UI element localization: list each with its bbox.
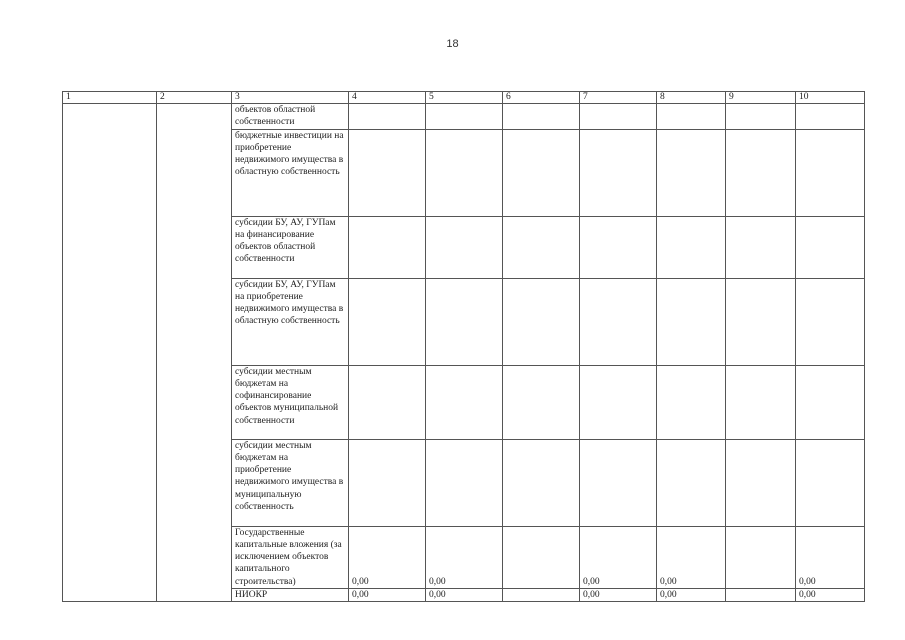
- value-cell: 0,00: [657, 526, 726, 588]
- value-cell: 0,00: [349, 589, 426, 602]
- value-cell: [657, 365, 726, 439]
- value-cell: [796, 104, 865, 130]
- value-cell: [349, 439, 426, 526]
- value-cell: [349, 365, 426, 439]
- value-cell: [426, 278, 503, 365]
- row-label-text: субсидии местным бюджетам на софинансирование объектов муниципальной собственности: [235, 366, 339, 426]
- value-cell: [426, 439, 503, 526]
- value-cell: [657, 278, 726, 365]
- value-cell: [657, 216, 726, 278]
- value-cell: [349, 104, 426, 130]
- value-cell: [726, 278, 796, 365]
- value-cell: [796, 365, 865, 439]
- value-cell: [726, 129, 796, 216]
- column-number: 3: [232, 92, 349, 104]
- value-cell: [726, 526, 796, 588]
- value-cell: [580, 216, 657, 278]
- column-number: 2: [157, 92, 232, 104]
- row-label: [232, 439, 349, 526]
- value-cell: [580, 104, 657, 130]
- table-header-row: [63, 92, 865, 104]
- row-label-text: Государственные капитальные вложения (за исключением объектов капитального строительства): [235, 527, 342, 587]
- value-cell: 0,00: [580, 526, 657, 588]
- value-cell: 0,00: [796, 526, 865, 588]
- row-label: [232, 216, 349, 278]
- value-cell: [726, 216, 796, 278]
- value-cell: [503, 104, 580, 130]
- value-cell: [657, 439, 726, 526]
- merged-cell-col2: [157, 104, 232, 602]
- row-label-text: субсидии местным бюджетам на приобретение недвижимого имущества в муниципальную собственность: [235, 440, 344, 513]
- value-cell: [503, 129, 580, 216]
- row-label: [232, 278, 349, 365]
- value-cell: 0,00: [796, 589, 865, 602]
- merged-cell-col1: [63, 104, 157, 602]
- value-cell: [349, 129, 426, 216]
- value-cell: [726, 589, 796, 602]
- value-cell: [426, 216, 503, 278]
- value-cell: [796, 439, 865, 526]
- value-cell: [503, 439, 580, 526]
- value-cell: [580, 129, 657, 216]
- row-label-text: объектов областной собственности: [235, 105, 316, 128]
- value-cell: [503, 526, 580, 588]
- value-cell: [796, 129, 865, 216]
- column-number: 10: [796, 92, 865, 104]
- row-label-text: НИОКР: [235, 590, 268, 601]
- column-number: 5: [426, 92, 503, 104]
- value-cell: [657, 129, 726, 216]
- value-cell: 0,00: [426, 589, 503, 602]
- value-cell: [426, 365, 503, 439]
- column-number: 7: [580, 92, 657, 104]
- value-cell: 0,00: [426, 526, 503, 588]
- row-label: [232, 526, 349, 588]
- value-cell: [503, 589, 580, 602]
- row-label-text: бюджетные инвестиции на приобретение недвижимого имущества в областную собственность: [235, 130, 344, 178]
- value-cell: [426, 129, 503, 216]
- table-row: [63, 104, 865, 130]
- budget-table: [62, 91, 865, 602]
- value-cell: [657, 104, 726, 130]
- value-cell: [503, 278, 580, 365]
- value-cell: 0,00: [657, 589, 726, 602]
- row-label: [232, 104, 349, 130]
- value-cell: [580, 439, 657, 526]
- value-cell: [503, 216, 580, 278]
- row-label-text: субсидии БУ, АУ, ГУПам на приобретение недвижимого имущества в областную собственность: [235, 279, 344, 327]
- page-number: 18: [446, 38, 459, 50]
- value-cell: [796, 278, 865, 365]
- value-cell: [796, 216, 865, 278]
- value-cell: [726, 104, 796, 130]
- row-label: [232, 129, 349, 216]
- column-number: 4: [349, 92, 426, 104]
- row-label: [232, 365, 349, 439]
- column-number: 6: [503, 92, 580, 104]
- column-number: 8: [657, 92, 726, 104]
- value-cell: [580, 278, 657, 365]
- value-cell: [349, 216, 426, 278]
- value-cell: [580, 365, 657, 439]
- value-cell: [726, 439, 796, 526]
- column-number: 1: [63, 92, 157, 104]
- value-cell: [426, 104, 503, 130]
- value-cell: [726, 365, 796, 439]
- value-cell: [503, 365, 580, 439]
- row-label-text: субсидии БУ, АУ, ГУПам на финансирование объектов областной собственности: [235, 217, 336, 265]
- row-label: [232, 589, 349, 602]
- value-cell: [349, 278, 426, 365]
- value-cell: 0,00: [349, 526, 426, 588]
- value-cell: 0,00: [580, 589, 657, 602]
- column-number: 9: [726, 92, 796, 104]
